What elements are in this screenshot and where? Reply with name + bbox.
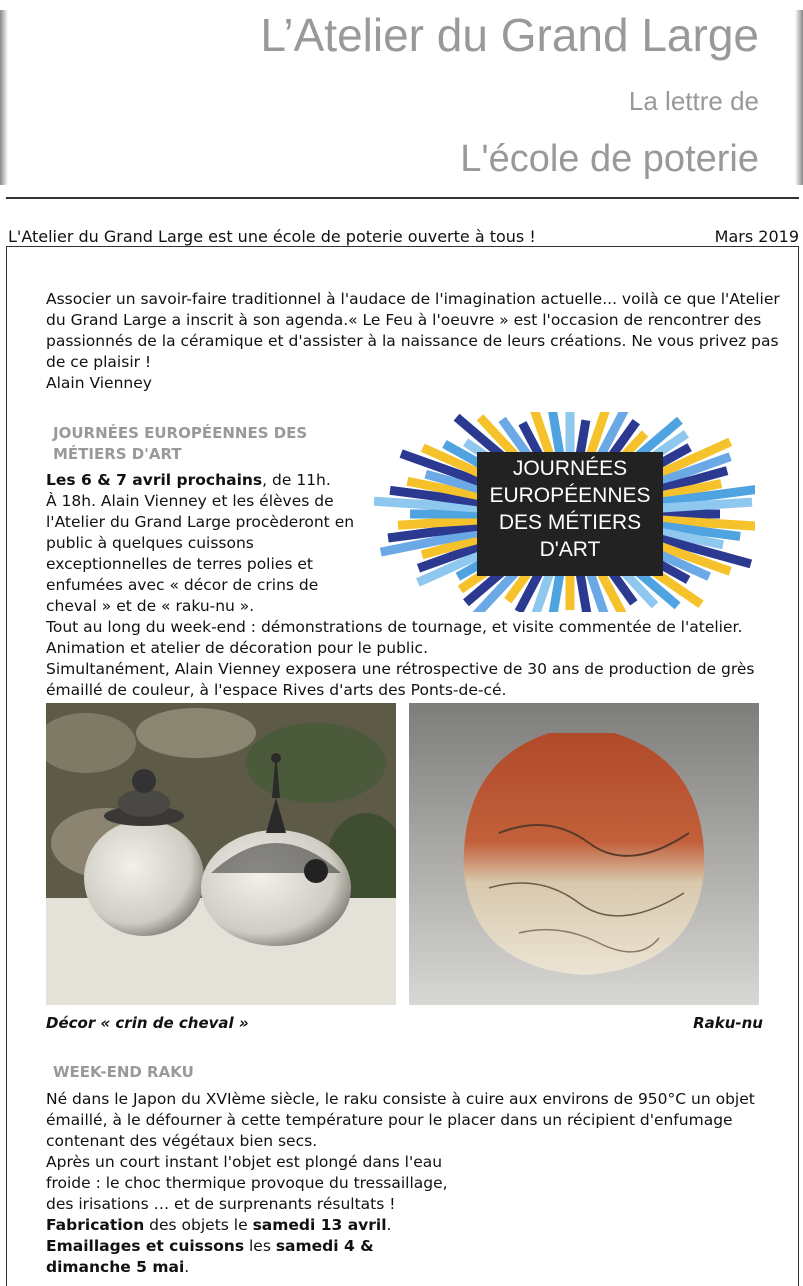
letter-header [0, 0, 803, 200]
jema-logo [365, 412, 755, 612]
section-heading-raku: WEEK-END RAKU [53, 1063, 194, 1081]
heading-line: JOURNÉES EUROPÉENNES DES [53, 424, 308, 442]
raku-bold: Emaillages et cuissons [46, 1237, 245, 1255]
raku-text: des objets le [144, 1216, 253, 1234]
raku-bold: samedi 4 & [275, 1237, 374, 1255]
header-divider [6, 197, 799, 199]
section-heading-jema [53, 423, 307, 465]
caption-crin-de-cheval: Décor « crin de cheval » [46, 1014, 249, 1032]
raku-bold: dimanche 5 mai [46, 1258, 185, 1276]
subtitle-line1: La lettre de [628, 86, 759, 116]
raku-paragraph [46, 1089, 755, 1278]
header-shadow-right [795, 10, 803, 185]
jema-time: , de 11h. [262, 471, 331, 489]
raku-bold: samedi 13 avril [252, 1216, 387, 1234]
header-shadow-left [0, 10, 8, 185]
jema-line: exceptionnelles de terres polies et [46, 555, 313, 573]
logo-ray [660, 502, 752, 508]
caption-raku-nu: Raku-nu [693, 1014, 763, 1032]
raku-text: . [184, 1258, 190, 1276]
jema-line: Tout au long du week-end : démonstrations de tournage, et visite commentée de l'atelier. [46, 618, 743, 636]
intro-signature: Alain Vienney [46, 374, 152, 392]
jema-line: émaillé de couleur, à l'espace Rives d'arts des Ponts-de-cé. [46, 681, 507, 699]
logo-text-line: JOURNÉES [512, 457, 628, 480]
page-title: L’Atelier du Grand Large [260, 9, 759, 61]
jema-line: Simultanément, Alain Vienney exposera une rétrospective de 30 ans de production de grès [46, 660, 755, 678]
photo-crin-de-cheval [46, 703, 396, 1005]
jema-line: cheval » et de « raku-nu ». [46, 597, 255, 615]
raku-line [46, 1215, 755, 1236]
issue-date: Mars 2019 [714, 227, 799, 246]
photo-raku-nu [409, 703, 759, 1005]
raku-line: froide : le choc thermique provoque du tressaillage, [46, 1174, 448, 1192]
logo-text-line: D'ART [539, 538, 601, 561]
subtitle-line2: L'école de poterie [460, 138, 759, 180]
logo-text-line: DES MÉTIERS [498, 511, 642, 534]
raku-line: Après un court instant l'objet est plongé dans l'eau [46, 1153, 443, 1171]
raku-line: émaillé, à le défourner à cette température pour le placer dans un récipient d'enfumage [46, 1111, 733, 1129]
intro-line: Associer un savoir-faire traditionnel à l'audace de l'imagination actuelle... voilà ce que l'Atelier [46, 290, 780, 308]
logo-text-line: EUROPÉENNES [489, 484, 651, 507]
raku-line: contenant des végétaux bien secs. [46, 1132, 318, 1150]
raku-bold: Fabrication [46, 1216, 145, 1234]
intro-line: de ce plaisir ! [46, 353, 152, 371]
heading-line: MÉTIERS D'ART [53, 445, 182, 463]
raku-line [46, 1257, 755, 1278]
raku-text: les [244, 1237, 276, 1255]
jema-line: l'Atelier du Grand Large procèderont en [46, 513, 355, 531]
intro-line: du Grand Large a inscrit à son agenda.« Le Feu à l'oeuvre » est l'occasion de rencontrer des [46, 311, 762, 329]
raku-line: Né dans le Japon du XVIème siècle, le raku consiste à cuire aux environs de 950°C un objet [46, 1090, 755, 1108]
tagline: L'Atelier du Grand Large est une école de poterie ouverte à tous ! [8, 227, 536, 246]
intro-paragraph [46, 289, 780, 394]
jema-line: À 18h. Alain Vienney et les élèves de [46, 492, 334, 510]
raku-text: . [386, 1216, 392, 1234]
jema-line: enfumées avec « décor de crins de [46, 576, 319, 594]
jema-line: Animation et atelier de décoration pour le public. [46, 639, 428, 657]
raku-line: des irisations … et de surprenants résultats ! [46, 1195, 396, 1213]
logo-ray [398, 520, 481, 525]
raku-line [46, 1236, 755, 1257]
jema-line: public à quelques cuissons [46, 534, 254, 552]
jema-dates: Les 6 & 7 avril prochains [46, 471, 263, 489]
intro-line: passionnés de la céramique et d'assister à la naissance de leurs créations. Ne vous privez pas [46, 332, 779, 350]
